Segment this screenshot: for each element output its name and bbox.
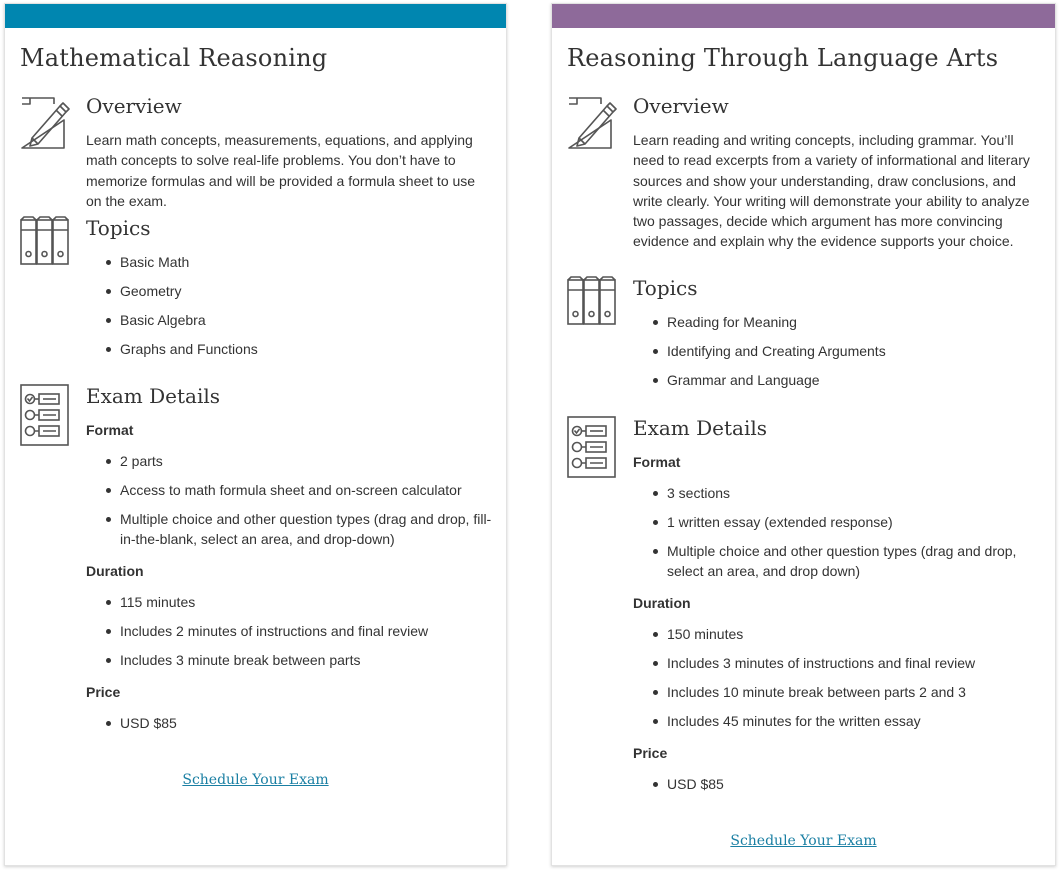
rla-price-list [633,774,1043,794]
list-item: Includes 3 minutes of instructions and final review [633,653,1043,673]
schedule-exam-link[interactable]: Schedule Your Exam [182,772,329,788]
list-item: 150 minutes [633,624,1043,644]
math-topics-list [86,252,494,359]
math-exam-title: Exam Details [86,384,221,408]
math-topics-section [20,216,494,371]
rla-card [551,3,1056,866]
list-item: Includes 45 minutes for the written essay [633,711,1043,731]
math-duration-label: Duration [86,563,144,579]
rla-price-label: Price [633,745,668,761]
list-item: USD $85 [633,774,1043,794]
list-item: Access to math formula sheet and on-screen calculator [86,480,494,500]
binders-icon [567,276,617,326]
list-item: 1 written essay (extended response) [633,512,1043,532]
list-item: Reading for Meaning [633,312,1043,332]
schedule-exam-link[interactable]: Schedule Your Exam [730,833,877,849]
list-item: Basic Algebra [86,310,494,330]
rla-overview-text: Learn reading and writing concepts, including grammar. You’ll need to read excerpts from a variety of informational and literary sources and show your understanding, draw conclusions, and write clearly. Your writing will demonstrate your ability to analyze two passages, decide which argument has more convincing evidence and explain why the evidence supports your choice. [633,132,1030,250]
checklist-icon [567,416,617,478]
pencil-paper-icon [20,94,70,150]
list-item: USD $85 [86,713,494,733]
math-exam-section [20,384,494,745]
math-format-list [86,451,494,549]
rla-accent-bar [552,4,1055,28]
list-item: 115 minutes [86,592,494,612]
rla-overview-title: Overview [633,94,729,118]
list-item: 2 parts [86,451,494,471]
list-item: Graphs and Functions [86,339,494,359]
rla-format-label: Format [633,454,681,470]
rla-duration-list [633,624,1043,731]
math-card [4,3,507,866]
math-overview-text: Learn math concepts, measurements, equations, and applying math concepts to solve real-life problems. You don’t have to memorize formulas and will be provided a formula sheet to use on the exam. [86,132,476,209]
rla-topics-section [567,276,1043,402]
list-item: Multiple choice and other question types (drag and drop, fill-in-the-blank, select an area, and drop-down) [86,509,494,549]
math-card-title: Mathematical Reasoning [20,44,328,72]
math-format-label: Format [86,422,134,438]
pencil-paper-icon [567,94,617,150]
rla-format-list [633,483,1043,581]
rla-overview-section [567,94,1043,252]
list-item: Multiple choice and other question types (drag and drop, select an area, and drop down) [633,541,1043,581]
list-item: Identifying and Creating Arguments [633,341,1043,361]
checklist-icon [20,384,70,446]
list-item: Includes 10 minute break between parts 2 and 3 [633,682,1043,702]
rla-exam-section [567,416,1043,806]
math-price-list [86,713,494,733]
math-price-label: Price [86,684,121,700]
math-duration-list [86,592,494,670]
math-topics-title: Topics [86,216,151,240]
math-overview-section [20,94,494,211]
list-item: Includes 2 minutes of instructions and final review [86,621,494,641]
rla-topics-title: Topics [633,276,698,300]
list-item: Basic Math [86,252,494,272]
math-accent-bar [5,4,506,28]
list-item: Grammar and Language [633,370,1043,390]
binders-icon [20,216,70,266]
list-item: 3 sections [633,483,1043,503]
rla-exam-title: Exam Details [633,416,768,440]
rla-card-title: Reasoning Through Language Arts [567,44,999,72]
list-item: Geometry [86,281,494,301]
math-overview-title: Overview [86,94,182,118]
list-item: Includes 3 minute break between parts [86,650,494,670]
rla-duration-label: Duration [633,595,691,611]
rla-topics-list [633,312,1043,390]
